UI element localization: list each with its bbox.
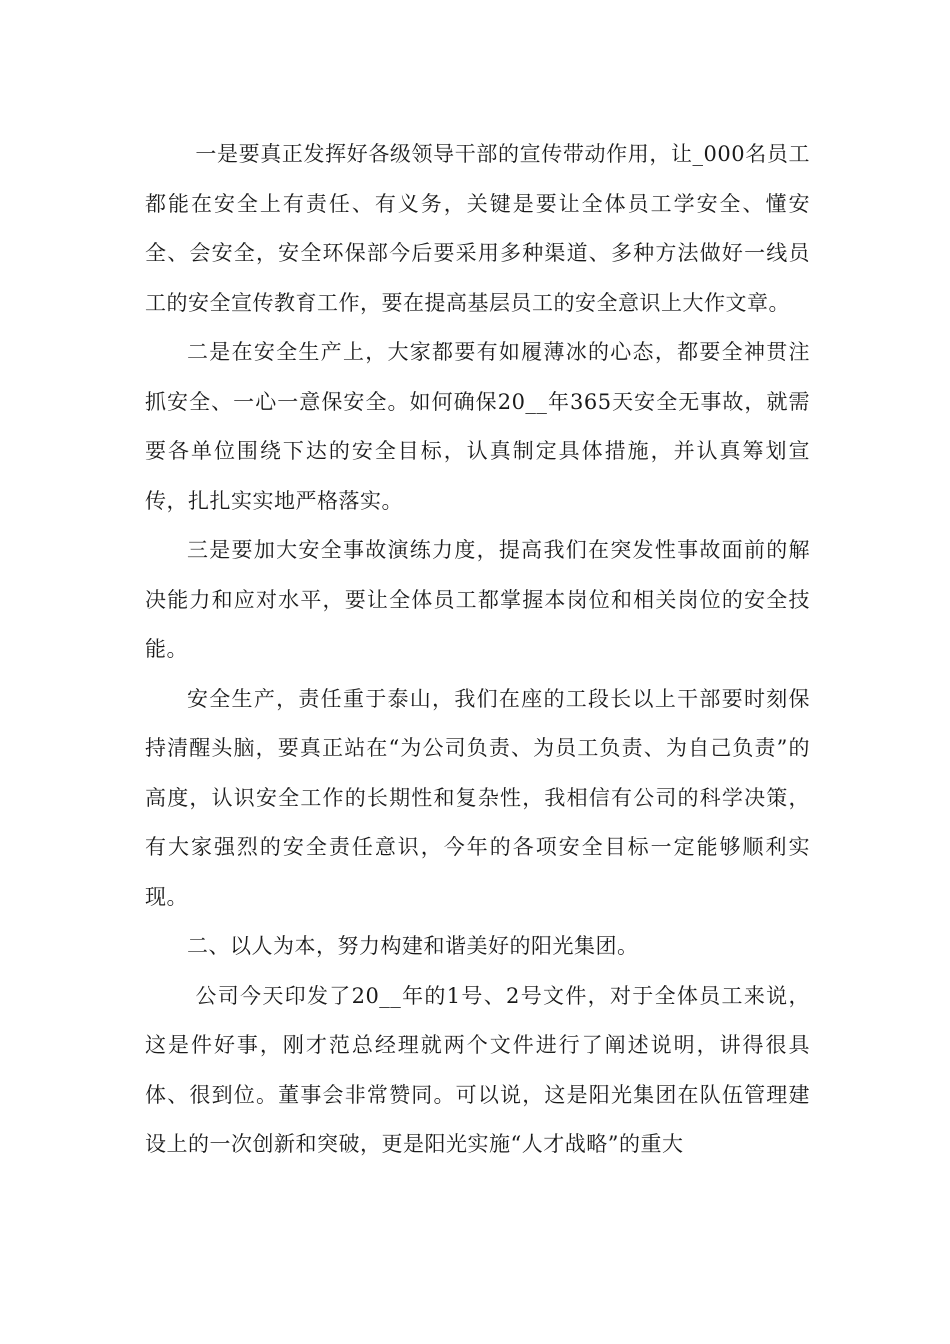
paragraph-5: 公司今天印发了20__年的1号、2号文件，对于全体员工来说，这是件好事，刚才范总经理就两个文件进行了阐述说明，讲得很具体、很到位。董事会非常赞同。可以说，这是阳光集团在队伍管理建设上的一次创新和突破，更是阳光实施“人才战略”的重大 [145,983,810,1156]
paragraph-1: 一是要真正发挥好各级领导干部的宣传带动作用，让_000名员工都能在安全上有责任、有义务，关键是要让全体员工学安全、懂安全、会安全，安全环保部今后要采用多种渠道、多种方法做好一线员工的安全宣传教育工作，要在提高基层员工的安全意识上大作文章。 [145,142,810,315]
document-body [145,130,810,1170]
section-heading: 二、以人为本，努力构建和谐美好的阳光集团。 [187,934,639,958]
paragraph-3: 三是要加大安全事故演练力度，提高我们在突发性事故面前的解决能力和应对水平，要让全体员工都掌握本岗位和相关岗位的安全技能。 [145,538,810,661]
paragraph-4: 安全生产，责任重于泰山，我们在座的工段长以上干部要时刻保持清醒头脑，要真正站在“为公司负责、为员工负责、为自己负责”的高度，认识安全工作的长期性和复杂性，我相信有公司的科学决策，有大家强烈的安全责任意识，今年的各项安全目标一定能够顺利实现。 [145,686,810,909]
paragraph-2: 二是在安全生产上，大家都要有如履薄冰的心态，都要全神贯注抓安全、一心一意保安全。如何确保20__年365天安全无事故，就需要各单位围绕下达的安全目标，认真制定具体措施，并认真筹划宣传，扎扎实实地严格落实。 [145,340,810,513]
